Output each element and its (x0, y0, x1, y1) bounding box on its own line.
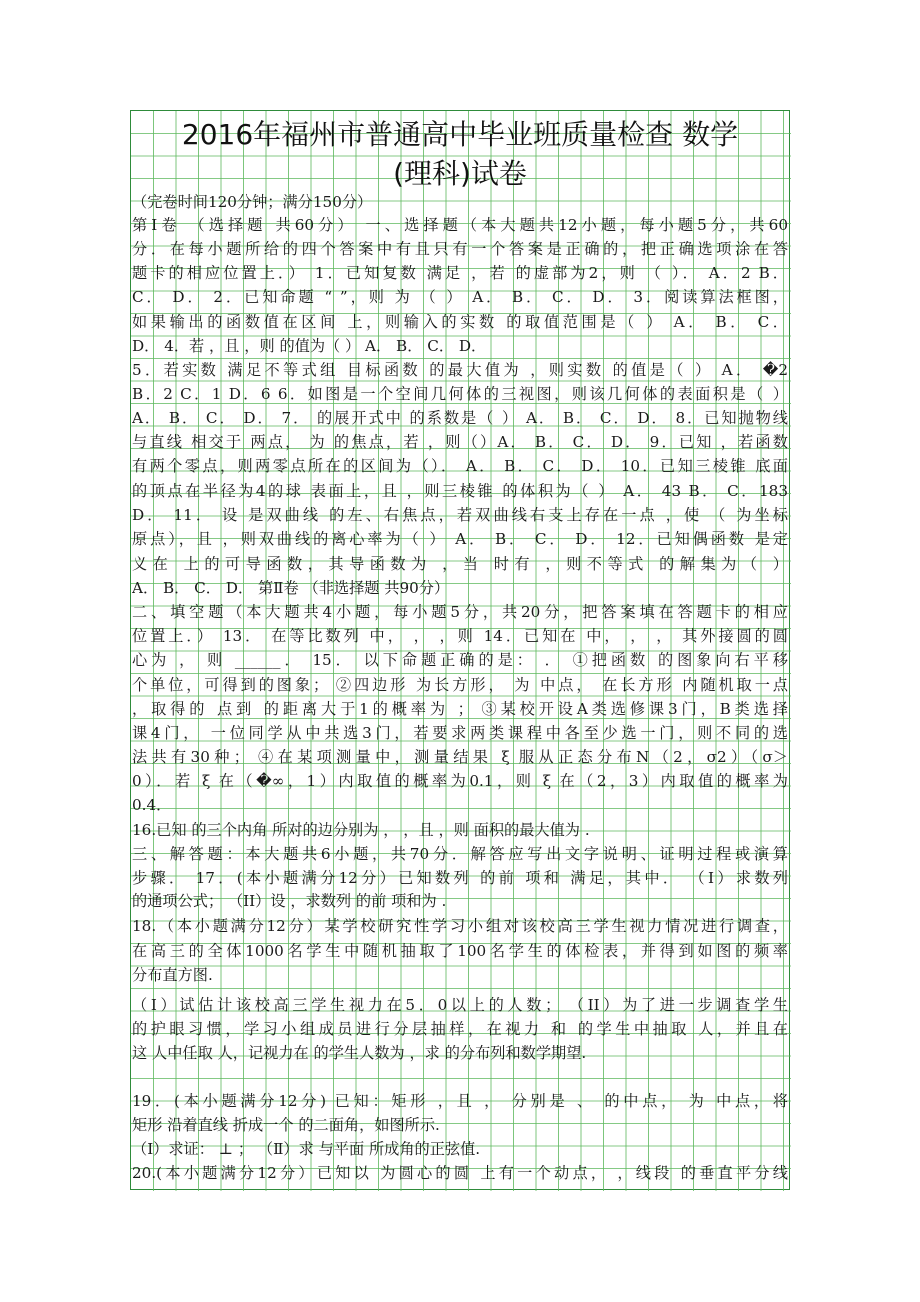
text-line: 这 人中任取 人，记视力在 的学生人数为 ，求 的分布列和数学期望. (132, 1044, 587, 1062)
text-line: 分布直方图. (132, 966, 213, 984)
text-line: 二、填空题（本大题共4小题，每小题5分，共20分，把答案填在答题卡的相应 (132, 603, 788, 621)
text-line: 16.已知 的三个内角 所对的边分别为 ， ，且 ，则 面积的最大值为 . (132, 821, 590, 839)
text-line: 分．在每小题所给的四个答案中有且只有一个答案是正确的，把正确选项涂在答 (132, 240, 788, 258)
text-line: 个单位，可得到的图象； ②四边形 为长方形， 为 中点， 在长方形 内随机取一点 (132, 676, 788, 694)
text-line: 矩形 沿着直线 折成一个 的二面角，如图所示. (132, 1116, 440, 1134)
text-line: 在高三的全体1000名学生中随机抽取了100名学生的体检表，并得到如图的频率 (132, 942, 788, 960)
text-line: 20.(本小题满分12分）已知以 为圆心的圆 上有一个动点， ，线段 的垂直平分线 (132, 1164, 788, 1182)
text-line: D． 4．若 ，且 ，则 的值为（ ） A． B． C． D． (132, 337, 487, 355)
text-line: 如果输出的函数值在区间 上，则输入的实数 的取值范围是（ ） A． B． C． (132, 313, 788, 331)
text-line: 法共有30种； ④在某项测量中，测量结果 ξ 服从正态分布N（2，σ2）（σ＞ (132, 748, 788, 766)
text-line: 题卡的相应位置上．） 1．已知复数 满足 ，若 的虚部为2，则 （ ）． A．2 B． (132, 264, 788, 282)
text-line: B．2 C．1 D．6 6．如图是一个空间几何体的三视图，则该几何体的表面积是（ ） (132, 385, 788, 403)
text-line: 与直线 相交于 两点， 为 的焦点，若 ，则（）A． B． C． D． 9．已知 ，若函数 (132, 433, 788, 451)
text-line: C． D． 2．已知命题 “ ”，则 为 （ ） A． B． C． D． 3．阅读算法框图， (132, 288, 788, 306)
text-line: 位置上．） 13． 在等比数列 中， ， ，则 14．已知在 中， ， ， 其外接圆的圆 (132, 627, 788, 645)
text-line: 0.4． (132, 796, 172, 814)
text-line: 的顶点在半径为4的球 表面上，且 ，则三棱锥 的体积为（ ） A． 43 B． C．183 (132, 482, 788, 500)
text-line: 义在 上的可导函数，其导函数为 ，当 时有 ，则不等式 的解集为（ ） (132, 555, 788, 573)
title-line-2: (理科)试卷 (393, 157, 527, 190)
text-line: 第Ⅰ卷 （选择题 共60分） 一、选择题（本大题共12小题，每小题5分，共60 (132, 216, 788, 234)
title-line-1: 2016年福州市普通高中毕业班质量检查 数学 (181, 118, 739, 151)
text-line: 步骤． 17．(本小题满分12分）已知数列 的前 项和 满足，其中． （Ⅰ）求数列 (132, 869, 788, 887)
text-line: 0）．若 ξ 在（�∞，1）内取值的概率为0.1，则 ξ 在（2，3）内取值的概率为 (132, 772, 788, 790)
text-line: （完卷时间120分钟；满分150分） (132, 193, 373, 211)
text-line: A． B． C． D． 7． 的展开式中 的系数是（ ） A． B． C． D． 8．已知抛物线 (132, 409, 788, 427)
text-line: 三、解答题：本大题共6小题，共70分．解答应写出文字说明、证明过程或演算 (132, 845, 788, 863)
text-line: 的护眼习惯，学习小组成员进行分层抽样，在视力 和 的学生中抽取 人，并且在 (132, 1020, 788, 1038)
text-line: 原点），且 ，则双曲线的离心率为（ ） A． B． C． D． 12．已知偶函数 是定 (132, 530, 788, 548)
text-line: D． 11． 设 是双曲线 的左、右焦点，若双曲线右支上存在一点 ，使 （ 为坐标 (132, 506, 788, 524)
text-line: 5．若实数 满足不等式组 目标函数 的最大值为 ，则实数 的值是（ ） A． �2 (132, 361, 788, 379)
text-line: 18.（本小题满分12分）某学校研究性学习小组对该校高三学生视力情况进行调查， (132, 917, 788, 935)
text-line: （I）试估计该校高三学生视力在5．0以上的人数； （II）为了进一步调查学生 (132, 996, 788, 1014)
text-line: 心为 ， 则 ______． 15． 以下命题正确的是： ． ①把函数 的图象向右平移 (132, 651, 788, 669)
text-line: 有两个零点，则两零点所在的区间为（）． A． B． C． D． 10．已知三棱锥 底面 (132, 457, 788, 475)
text-line: 课4门， 一位同学从中共选3门，若要求两类课程中各至少选一门，则不同的选 (132, 724, 788, 742)
text-line: ，取得的 点到 的距离大于1的概率为 ； ③某校开设A类选修课3门，B类选择 (132, 700, 788, 718)
exam-title (0, 115, 920, 193)
text-line: A． B． C． D． 第Ⅱ卷 （非选择题 共90分） (132, 579, 450, 597)
text-line: 19．(本小题满分12分) 已知：矩形 ，且 ， 分别是 、 的中点， 为 中点，将 (132, 1092, 788, 1110)
text-line: （Ⅰ）求证： ⊥ ； （Ⅱ）求 与平面 所成角的正弦值. (132, 1140, 481, 1158)
text-line: 的通项公式； （II）设 ，求数列 的前 项和为 . (132, 892, 447, 910)
